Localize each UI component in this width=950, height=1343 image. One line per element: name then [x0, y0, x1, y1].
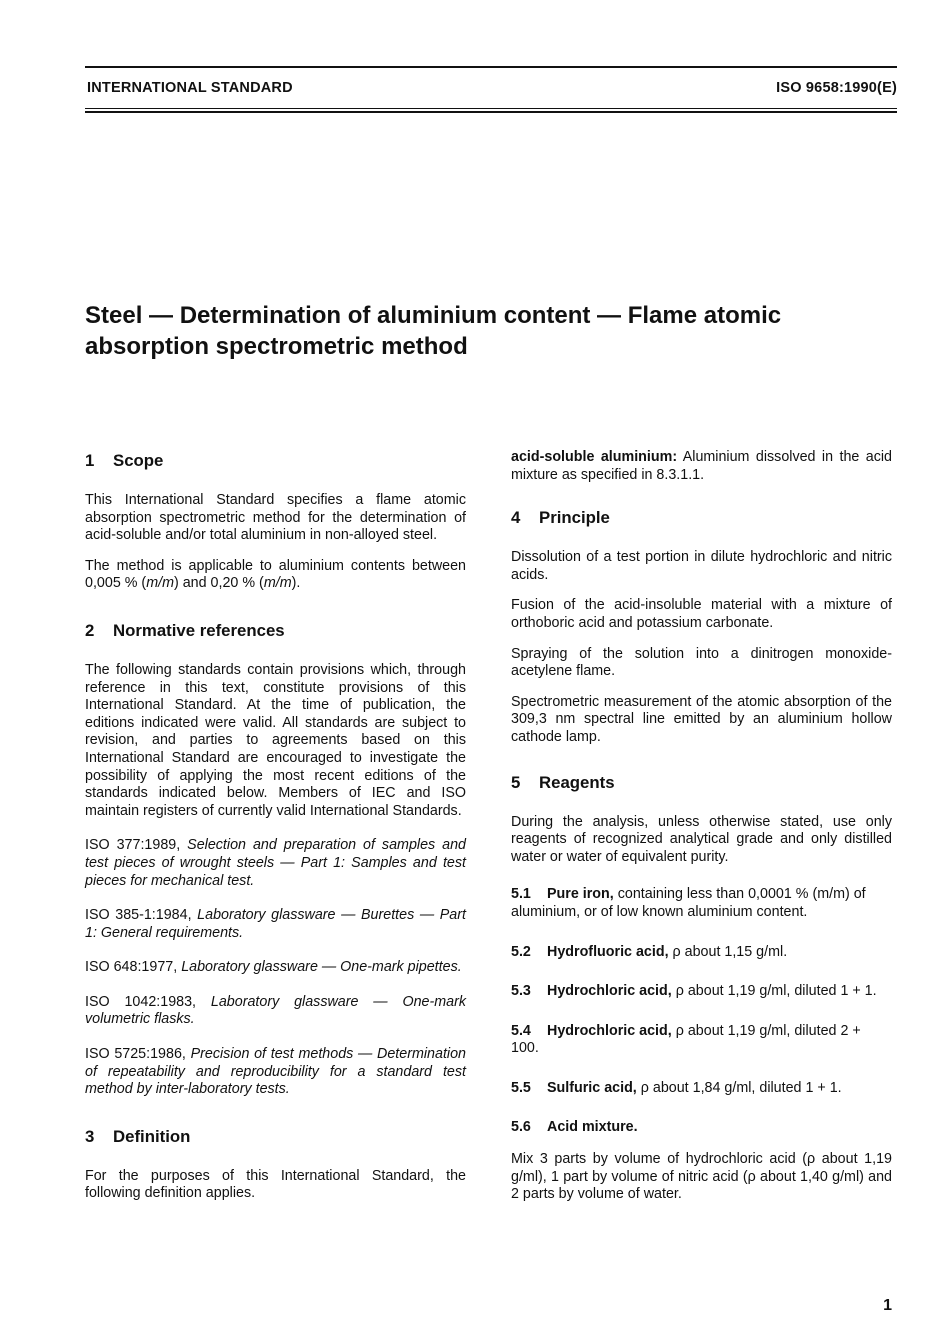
reagent-5-2: 5.2 Hydrofluoric acid, ρ about 1,15 g/ml.	[511, 943, 788, 960]
right-column	[511, 449, 892, 1217]
reagent-5-1: 5.1 Pure iron, containing less than 0,0001 % (m/m) of aluminium, or of low known aluminium content.	[511, 886, 866, 920]
reference-iso-1042: ISO 1042:1983, Laboratory glassware — One-mark volumetric flasks.	[85, 993, 466, 1028]
section-heading-normative-references: 2 Normative references	[85, 620, 285, 640]
scope-paragraph-2: The method is applicable to aluminium contents between 0,005 % (m/m) and 0,20 % (m/m).	[85, 557, 466, 592]
reagent-5-3: 5.3 Hydrochloric acid, ρ about 1,19 g/ml, diluted 1 + 1.	[511, 983, 877, 1000]
header-document-number: ISO 9658:1990(E)	[776, 80, 897, 96]
section-heading-principle: 4 Principle	[511, 508, 610, 528]
section-heading-scope: 1 Scope	[85, 451, 164, 470]
principle-paragraph-2: Fusion of the acid-insoluble material with a mixture of orthoboric acid and potassium carbonate.	[511, 597, 892, 631]
reagent-5-5: 5.5 Sulfuric acid, ρ about 1,84 g/ml, diluted 1 + 1.	[511, 1079, 842, 1096]
left-column	[85, 449, 466, 1216]
definition-paragraph: For the purposes of this International Standard, the following definition applies.	[85, 1167, 466, 1202]
section-heading-reagents: 5 Reagents	[511, 772, 615, 792]
normative-references-paragraph: The following standards contain provisions which, through reference in this text, constitute provisions of this International Standard. At the time of publication, the editions indicated were valid. All standards are subject to revision, and parties to agreements based on this International Standard are encouraged to investigate the possibility of applying the most recent editions of the standards indicated below. Members of IEC and ISO maintain registers of currently valid International Standards.	[85, 661, 466, 819]
definition-term-acid-soluble-aluminium: acid-soluble aluminium: Aluminium dissolved in the acid mixture as specified in 8.3.1.1.	[511, 449, 892, 483]
principle-paragraph-1: Dissolution of a test portion in dilute hydrochloric and nitric acids.	[511, 549, 892, 583]
reagents-intro: During the analysis, unless otherwise stated, use only reagents of recognized analytical grade and only distilled water or water of equivalent purity.	[511, 813, 892, 865]
header-standard-type: INTERNATIONAL STANDARD	[87, 80, 293, 96]
header-top-rule	[85, 66, 897, 68]
header-bottom-rule-2	[85, 111, 897, 113]
principle-paragraph-3: Spraying of the solution into a dinitrogen monoxide-acetylene flame.	[511, 645, 892, 680]
reagent-5-6: 5.6 Acid mixture.	[511, 1119, 638, 1136]
reference-iso-648: ISO 648:1977, Laboratory glassware — One-mark pipettes.	[85, 959, 462, 976]
header-bottom-rule	[85, 108, 897, 109]
principle-paragraph-4: Spectrometric measurement of the atomic absorption of the 309,3 nm spectral line emitted by an aluminium hollow cathode lamp.	[511, 693, 892, 745]
reagent-5-4: 5.4 Hydrochloric acid, ρ about 1,19 g/ml, diluted 2 + 100.	[511, 1022, 861, 1057]
page-number: 1	[883, 1297, 892, 1314]
document-title: Steel — Determination of aluminium content — Flame atomic absorption spectrometric method	[85, 302, 782, 360]
reference-iso-5725: ISO 5725:1986, Precision of test methods — Determination of repeatability and reproducibility for a standard test method by inter-laboratory tests.	[85, 1046, 466, 1098]
scope-paragraph-1: This International Standard specifies a flame atomic absorption spectrometric method for the determination of acid-soluble and/or total aluminium in non-alloyed steel.	[85, 492, 466, 544]
reference-iso-377: ISO 377:1989, Selection and preparation of samples and test pieces of wrought steels — Part 1: Samples and test pieces for mechanical test.	[85, 837, 466, 889]
reference-iso-385-1: ISO 385-1:1984, Laboratory glassware — Burettes — Part 1: General requirements.	[85, 907, 466, 941]
acid-mixture-description: Mix 3 parts by volume of hydrochloric acid (ρ about 1,19 g/ml), 1 part by volume of nitric acid (ρ about 1,40 g/ml) and 2 parts by volume of water.	[511, 1151, 892, 1203]
section-heading-definition: 3 Definition	[85, 1126, 191, 1146]
